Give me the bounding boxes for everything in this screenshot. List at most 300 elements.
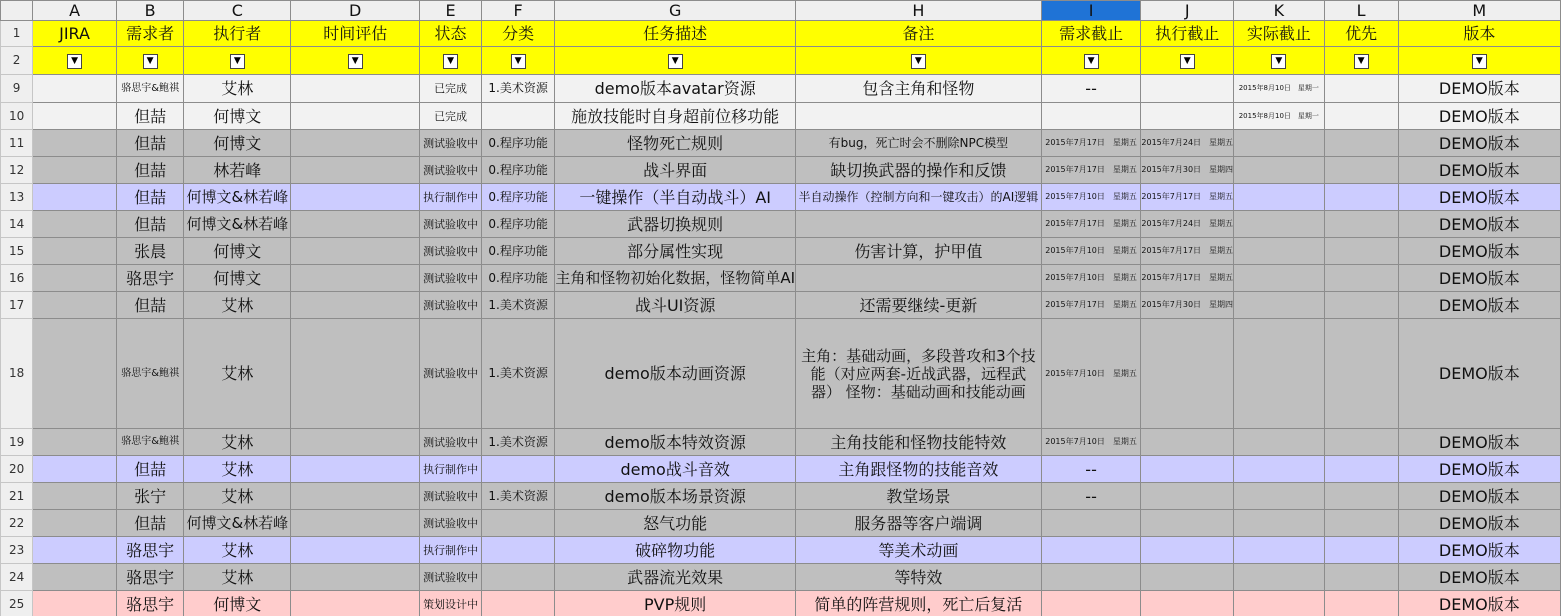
cell-k[interactable] (1234, 456, 1325, 483)
cell-e[interactable]: 测试验收中 (420, 429, 482, 456)
column-header-a[interactable]: A (33, 1, 117, 21)
cell-j[interactable] (1141, 103, 1234, 130)
cell-h[interactable]: 主角技能和怪物技能特效 (796, 429, 1042, 456)
cell-k[interactable] (1234, 211, 1325, 238)
cell-e[interactable]: 测试验收中 (420, 157, 482, 184)
filter-cell-b (116, 47, 184, 75)
table-row (1, 238, 1561, 265)
cell-d[interactable] (291, 103, 420, 130)
cell-m[interactable]: DEMO版本 (1398, 537, 1560, 564)
cell-l[interactable] (1324, 103, 1398, 130)
cell-l[interactable] (1324, 265, 1398, 292)
cell-k[interactable] (1234, 265, 1325, 292)
filter-dropdown-icon[interactable]: ▼ (1084, 54, 1099, 69)
cell-j[interactable]: 2015年7月24日 星期五 (1141, 130, 1234, 157)
filter-dropdown-icon[interactable]: ▼ (348, 54, 363, 69)
cell-m[interactable]: DEMO版本 (1398, 184, 1560, 211)
cell-a[interactable] (33, 319, 117, 429)
cell-e[interactable]: 已完成 (420, 75, 482, 103)
cell-f[interactable]: 0.程序功能 (481, 157, 554, 184)
table-row (1, 292, 1561, 319)
row-number[interactable]: 23 (1, 537, 33, 564)
cell-e[interactable]: 测试验收中 (420, 319, 482, 429)
cell-a[interactable] (33, 265, 117, 292)
cell-c[interactable]: 艾林 (184, 456, 291, 483)
cell-m[interactable]: DEMO版本 (1398, 130, 1560, 157)
cell-f[interactable]: 1.美术资源 (481, 483, 554, 510)
cell-h[interactable] (796, 211, 1042, 238)
cell-f[interactable]: 0.程序功能 (481, 211, 554, 238)
table-row (1, 510, 1561, 537)
cell-c[interactable]: 何博文&林若峰 (184, 184, 291, 211)
cell-h[interactable]: 等特效 (796, 564, 1042, 591)
cell-a[interactable] (33, 483, 117, 510)
cell-c[interactable]: 何博文 (184, 130, 291, 157)
cell-h[interactable]: 有bug，死亡时会不删除NPC模型 (796, 130, 1042, 157)
cell-f[interactable] (481, 537, 554, 564)
table-row (1, 319, 1561, 429)
row-number[interactable]: 24 (1, 564, 33, 591)
cell-l[interactable] (1324, 591, 1398, 616)
table-row (1, 591, 1561, 616)
row-number[interactable]: 21 (1, 483, 33, 510)
row-number[interactable]: 22 (1, 510, 33, 537)
filter-dropdown-icon[interactable]: ▼ (443, 54, 458, 69)
column-header-e[interactable]: E (420, 1, 482, 21)
cell-a[interactable] (33, 211, 117, 238)
cell-d[interactable] (291, 184, 420, 211)
cell-b[interactable]: 但喆 (116, 184, 184, 211)
filter-dropdown-icon[interactable]: ▼ (1472, 54, 1487, 69)
cell-i[interactable]: 2015年7月17日 星期五 (1041, 130, 1141, 157)
cell-m[interactable]: DEMO版本 (1398, 103, 1560, 130)
cell-l[interactable] (1324, 211, 1398, 238)
cell-b[interactable]: 但喆 (116, 157, 184, 184)
cell-m[interactable]: DEMO版本 (1398, 319, 1560, 429)
cell-f[interactable]: 0.程序功能 (481, 184, 554, 211)
cell-b[interactable]: 但喆 (116, 103, 184, 130)
cell-h[interactable]: 主角跟怪物的技能音效 (796, 456, 1042, 483)
cell-m[interactable]: DEMO版本 (1398, 483, 1560, 510)
cell-l[interactable] (1324, 564, 1398, 591)
cell-d[interactable] (291, 429, 420, 456)
cell-k[interactable] (1234, 130, 1325, 157)
filter-cell-e (420, 47, 482, 75)
cell-i[interactable]: 2015年7月17日 星期五 (1041, 292, 1141, 319)
cell-k[interactable] (1234, 510, 1325, 537)
row-number[interactable]: 19 (1, 429, 33, 456)
filter-dropdown-icon[interactable]: ▼ (1271, 54, 1286, 69)
cell-i[interactable]: -- (1041, 456, 1141, 483)
column-header-l[interactable]: L (1324, 1, 1398, 21)
cell-g[interactable]: demo战斗音效 (555, 456, 796, 483)
row-number[interactable]: 13 (1, 184, 33, 211)
cell-h[interactable]: 等美术动画 (796, 537, 1042, 564)
cell-c[interactable]: 艾林 (184, 564, 291, 591)
cell-m[interactable]: DEMO版本 (1398, 211, 1560, 238)
cell-b[interactable]: 骆思宇 (116, 537, 184, 564)
cell-g[interactable]: 怒气功能 (555, 510, 796, 537)
cell-i[interactable] (1041, 564, 1141, 591)
cell-f[interactable] (481, 510, 554, 537)
filter-dropdown-icon[interactable]: ▼ (668, 54, 683, 69)
cell-m[interactable]: DEMO版本 (1398, 238, 1560, 265)
cell-m[interactable]: DEMO版本 (1398, 564, 1560, 591)
filter-cell-l (1324, 47, 1398, 75)
cell-l[interactable] (1324, 483, 1398, 510)
cell-k[interactable]: 2015年8月10日 星期一 (1234, 75, 1325, 103)
cell-k[interactable] (1234, 591, 1325, 616)
row-number[interactable]: 9 (1, 75, 33, 103)
filter-cell-f (481, 47, 554, 75)
cell-g[interactable]: 部分属性实现 (555, 238, 796, 265)
row-number[interactable]: 16 (1, 265, 33, 292)
filter-cell-d (291, 47, 420, 75)
cell-d[interactable] (291, 483, 420, 510)
cell-i[interactable]: 2015年7月10日 星期五 (1041, 319, 1141, 429)
table-row (1, 103, 1561, 130)
row-number[interactable]: 15 (1, 238, 33, 265)
column-header-c[interactable]: C (184, 1, 291, 21)
cell-j[interactable] (1141, 429, 1234, 456)
cell-j[interactable] (1141, 456, 1234, 483)
cell-d[interactable] (291, 510, 420, 537)
cell-i[interactable]: 2015年7月17日 星期五 (1041, 157, 1141, 184)
cell-k[interactable] (1234, 319, 1325, 429)
table-row (1, 483, 1561, 510)
cell-l[interactable] (1324, 429, 1398, 456)
cell-k[interactable] (1234, 292, 1325, 319)
cell-a[interactable] (33, 591, 117, 616)
cell-a[interactable] (33, 157, 117, 184)
cell-j[interactable]: 2015年7月30日 星期四 (1141, 157, 1234, 184)
cell-c[interactable]: 艾林 (184, 429, 291, 456)
cell-d[interactable] (291, 537, 420, 564)
cell-c[interactable]: 何博文 (184, 265, 291, 292)
cell-c[interactable]: 艾林 (184, 537, 291, 564)
cell-a[interactable] (33, 456, 117, 483)
cell-d[interactable] (291, 130, 420, 157)
cell-e[interactable]: 执行制作中 (420, 184, 482, 211)
cell-a[interactable] (33, 238, 117, 265)
cell-e[interactable]: 测试验收中 (420, 564, 482, 591)
row-number[interactable]: 10 (1, 103, 33, 130)
cell-a[interactable] (33, 103, 117, 130)
column-header-row (1, 1, 1561, 21)
column-header-f[interactable]: F (481, 1, 554, 21)
header-i: 需求截止 (1041, 21, 1141, 47)
cell-b[interactable]: 张宁 (116, 483, 184, 510)
cell-j[interactable] (1141, 75, 1234, 103)
row-number[interactable]: 14 (1, 211, 33, 238)
cell-g[interactable]: 破碎物功能 (555, 537, 796, 564)
filter-cell-h (796, 47, 1042, 75)
column-header-j[interactable]: J (1141, 1, 1234, 21)
cell-c[interactable]: 林若峰 (184, 157, 291, 184)
cell-f[interactable] (481, 456, 554, 483)
header-m: 版本 (1398, 21, 1560, 47)
cell-l[interactable] (1324, 319, 1398, 429)
cell-h[interactable]: 伤害计算，护甲值 (796, 238, 1042, 265)
filter-dropdown-icon[interactable]: ▼ (911, 54, 926, 69)
cell-d[interactable] (291, 238, 420, 265)
filter-cell-i (1041, 47, 1141, 75)
cell-k[interactable] (1234, 564, 1325, 591)
column-header-k[interactable]: K (1234, 1, 1325, 21)
header-d: 时间评估 (291, 21, 420, 47)
cell-c[interactable]: 何博文&林若峰 (184, 510, 291, 537)
cell-a[interactable] (33, 292, 117, 319)
table-row (1, 211, 1561, 238)
header-l: 优先 (1324, 21, 1398, 47)
cell-g[interactable]: 施放技能时自身超前位移功能 (555, 103, 796, 130)
cell-g[interactable]: 武器切换规则 (555, 211, 796, 238)
cell-d[interactable] (291, 319, 420, 429)
row-number[interactable]: 11 (1, 130, 33, 157)
cell-c[interactable]: 艾林 (184, 319, 291, 429)
cell-j[interactable] (1141, 483, 1234, 510)
cell-h[interactable]: 教堂场景 (796, 483, 1042, 510)
cell-g[interactable]: demo版本avatar资源 (555, 75, 796, 103)
cell-f[interactable]: 1.美术资源 (481, 319, 554, 429)
cell-i[interactable] (1041, 510, 1141, 537)
cell-c[interactable]: 艾林 (184, 292, 291, 319)
filter-dropdown-icon[interactable]: ▼ (511, 54, 526, 69)
cell-a[interactable] (33, 130, 117, 157)
cell-f[interactable] (481, 591, 554, 616)
cell-g[interactable]: 战斗UI资源 (555, 292, 796, 319)
cell-b[interactable]: 骆思宇 (116, 265, 184, 292)
cell-b[interactable]: 骆思宇&鲍祺 (116, 319, 184, 429)
cell-m[interactable]: DEMO版本 (1398, 75, 1560, 103)
cell-l[interactable] (1324, 184, 1398, 211)
cell-f[interactable]: 1.美术资源 (481, 429, 554, 456)
cell-h[interactable]: 简单的阵营规则，死亡后复活 (796, 591, 1042, 616)
filter-dropdown-icon[interactable]: ▼ (67, 54, 82, 69)
cell-e[interactable]: 测试验收中 (420, 211, 482, 238)
cell-i[interactable]: -- (1041, 75, 1141, 103)
cell-j[interactable] (1141, 591, 1234, 616)
cell-e[interactable]: 执行制作中 (420, 537, 482, 564)
cell-k[interactable] (1234, 184, 1325, 211)
cell-e[interactable]: 测试验收中 (420, 238, 482, 265)
cell-l[interactable] (1324, 130, 1398, 157)
cell-h[interactable]: 主角：基础动画，多段普攻和3个技能（对应两套-近战武器，远程武器） 怪物：基础动画和技能动画 (796, 319, 1042, 429)
cell-m[interactable]: DEMO版本 (1398, 429, 1560, 456)
table-row (1, 537, 1561, 564)
column-header-h[interactable]: H (796, 1, 1042, 21)
filter-dropdown-icon[interactable]: ▼ (1180, 54, 1195, 69)
header-e: 状态 (420, 21, 482, 47)
cell-c[interactable]: 何博文 (184, 238, 291, 265)
cell-e[interactable]: 已完成 (420, 103, 482, 130)
column-header-d[interactable]: D (291, 1, 420, 21)
cell-l[interactable] (1324, 75, 1398, 103)
cell-e[interactable]: 测试验收中 (420, 510, 482, 537)
cell-c[interactable]: 何博文&林若峰 (184, 211, 291, 238)
select-all-corner[interactable] (1, 1, 33, 21)
cell-g[interactable]: 战斗界面 (555, 157, 796, 184)
cell-k[interactable] (1234, 429, 1325, 456)
filter-row (1, 47, 1561, 75)
column-header-g[interactable]: G (555, 1, 796, 21)
column-header-m[interactable]: M (1398, 1, 1560, 21)
cell-f[interactable] (481, 564, 554, 591)
cell-j[interactable] (1141, 537, 1234, 564)
cell-d[interactable] (291, 292, 420, 319)
filter-dropdown-icon[interactable]: ▼ (230, 54, 245, 69)
row-number[interactable]: 17 (1, 292, 33, 319)
cell-h[interactable]: 包含主角和怪物 (796, 75, 1042, 103)
table-row (1, 184, 1561, 211)
cell-k[interactable] (1234, 483, 1325, 510)
cell-b[interactable]: 但喆 (116, 292, 184, 319)
cell-l[interactable] (1324, 456, 1398, 483)
cell-a[interactable] (33, 429, 117, 456)
cell-a[interactable] (33, 564, 117, 591)
cell-b[interactable]: 但喆 (116, 456, 184, 483)
cell-j[interactable]: 2015年7月17日 星期五 (1141, 238, 1234, 265)
cell-c[interactable]: 何博文 (184, 103, 291, 130)
filter-cell-m (1398, 47, 1560, 75)
cell-b[interactable]: 但喆 (116, 510, 184, 537)
cell-b[interactable]: 骆思宇&鲍祺 (116, 429, 184, 456)
header-row (1, 21, 1561, 47)
cell-b[interactable]: 但喆 (116, 130, 184, 157)
cell-j[interactable]: 2015年7月24日 星期五 (1141, 211, 1234, 238)
cell-a[interactable] (33, 510, 117, 537)
row-number[interactable]: 12 (1, 157, 33, 184)
cell-h[interactable] (796, 103, 1042, 130)
cell-d[interactable] (291, 157, 420, 184)
cell-h[interactable]: 缺切换武器的操作和反馈 (796, 157, 1042, 184)
row-number[interactable]: 25 (1, 591, 33, 616)
cell-g[interactable]: demo版本动画资源 (555, 319, 796, 429)
cell-j[interactable]: 2015年7月30日 星期四 (1141, 292, 1234, 319)
cell-g[interactable]: demo版本特效资源 (555, 429, 796, 456)
cell-b[interactable]: 骆思宇 (116, 591, 184, 616)
column-header-b[interactable]: B (116, 1, 184, 21)
filter-dropdown-icon[interactable]: ▼ (1354, 54, 1369, 69)
row-number[interactable]: 18 (1, 319, 33, 429)
cell-e[interactable]: 策划设计中 (420, 591, 482, 616)
cell-g[interactable]: demo版本场景资源 (555, 483, 796, 510)
cell-g[interactable]: 一键操作（半自动战斗）AI (555, 184, 796, 211)
cell-j[interactable] (1141, 510, 1234, 537)
cell-a[interactable] (33, 537, 117, 564)
cell-d[interactable] (291, 211, 420, 238)
row-number[interactable]: 2 (1, 47, 33, 75)
cell-d[interactable] (291, 265, 420, 292)
cell-d[interactable] (291, 456, 420, 483)
cell-a[interactable] (33, 184, 117, 211)
cell-j[interactable] (1141, 564, 1234, 591)
cell-i[interactable] (1041, 537, 1141, 564)
cell-h[interactable]: 还需要继续-更新 (796, 292, 1042, 319)
cell-m[interactable]: DEMO版本 (1398, 157, 1560, 184)
cell-m[interactable]: DEMO版本 (1398, 292, 1560, 319)
cell-l[interactable] (1324, 510, 1398, 537)
cell-b[interactable]: 张晨 (116, 238, 184, 265)
cell-j[interactable] (1141, 319, 1234, 429)
cell-b[interactable]: 骆思宇 (116, 564, 184, 591)
cell-d[interactable] (291, 564, 420, 591)
row-number[interactable]: 20 (1, 456, 33, 483)
cell-j[interactable]: 2015年7月17日 星期五 (1141, 265, 1234, 292)
cell-m[interactable]: DEMO版本 (1398, 510, 1560, 537)
cell-g[interactable]: 怪物死亡规则 (555, 130, 796, 157)
header-f: 分类 (481, 21, 554, 47)
cell-m[interactable]: DEMO版本 (1398, 265, 1560, 292)
cell-d[interactable] (291, 75, 420, 103)
filter-cell-a (33, 47, 117, 75)
cell-h[interactable]: 服务器等客户端调 (796, 510, 1042, 537)
cell-i[interactable]: 2015年7月10日 星期五 (1041, 238, 1141, 265)
cell-f[interactable]: 0.程序功能 (481, 265, 554, 292)
cell-i[interactable]: 2015年7月10日 星期五 (1041, 184, 1141, 211)
filter-dropdown-icon[interactable]: ▼ (143, 54, 158, 69)
cell-i[interactable] (1041, 103, 1141, 130)
cell-f[interactable]: 0.程序功能 (481, 130, 554, 157)
cell-i[interactable]: -- (1041, 483, 1141, 510)
cell-l[interactable] (1324, 157, 1398, 184)
cell-c[interactable]: 艾林 (184, 75, 291, 103)
cell-g[interactable]: 主角和怪物初始化数据，怪物简单AI (555, 265, 796, 292)
cell-a[interactable] (33, 75, 117, 103)
cell-l[interactable] (1324, 292, 1398, 319)
cell-b[interactable]: 骆思宇&鲍祺 (116, 75, 184, 103)
cell-h[interactable] (796, 265, 1042, 292)
row-number[interactable]: 1 (1, 21, 33, 47)
cell-c[interactable]: 何博文 (184, 591, 291, 616)
cell-j[interactable]: 2015年7月17日 星期五 (1141, 184, 1234, 211)
cell-e[interactable]: 测试验收中 (420, 483, 482, 510)
cell-k[interactable] (1234, 157, 1325, 184)
cell-f[interactable]: 1.美术资源 (481, 75, 554, 103)
cell-m[interactable]: DEMO版本 (1398, 456, 1560, 483)
cell-e[interactable]: 测试验收中 (420, 130, 482, 157)
column-header-i[interactable]: I (1041, 1, 1141, 21)
cell-f[interactable] (481, 103, 554, 130)
table-row (1, 75, 1561, 103)
cell-e[interactable]: 执行制作中 (420, 456, 482, 483)
filter-cell-k (1234, 47, 1325, 75)
cell-g[interactable]: PVP规则 (555, 591, 796, 616)
cell-k[interactable] (1234, 238, 1325, 265)
header-k: 实际截止 (1234, 21, 1325, 47)
cell-f[interactable]: 1.美术资源 (481, 292, 554, 319)
cell-f[interactable]: 0.程序功能 (481, 238, 554, 265)
cell-i[interactable]: 2015年7月10日 星期五 (1041, 429, 1141, 456)
table-row (1, 157, 1561, 184)
cell-g[interactable]: 武器流光效果 (555, 564, 796, 591)
cell-i[interactable]: 2015年7月17日 星期五 (1041, 211, 1141, 238)
cell-i[interactable] (1041, 591, 1141, 616)
cell-k[interactable] (1234, 537, 1325, 564)
filter-cell-g (555, 47, 796, 75)
cell-e[interactable]: 测试验收中 (420, 265, 482, 292)
cell-b[interactable]: 但喆 (116, 211, 184, 238)
cell-d[interactable] (291, 591, 420, 616)
cell-l[interactable] (1324, 537, 1398, 564)
cell-h[interactable]: 半自动操作（控制方向和一键攻击）的AI逻辑 (796, 184, 1042, 211)
cell-k[interactable]: 2015年8月10日 星期一 (1234, 103, 1325, 130)
cell-l[interactable] (1324, 238, 1398, 265)
cell-i[interactable]: 2015年7月10日 星期五 (1041, 265, 1141, 292)
cell-c[interactable]: 艾林 (184, 483, 291, 510)
cell-e[interactable]: 测试验收中 (420, 292, 482, 319)
cell-m[interactable]: DEMO版本 (1398, 591, 1560, 616)
